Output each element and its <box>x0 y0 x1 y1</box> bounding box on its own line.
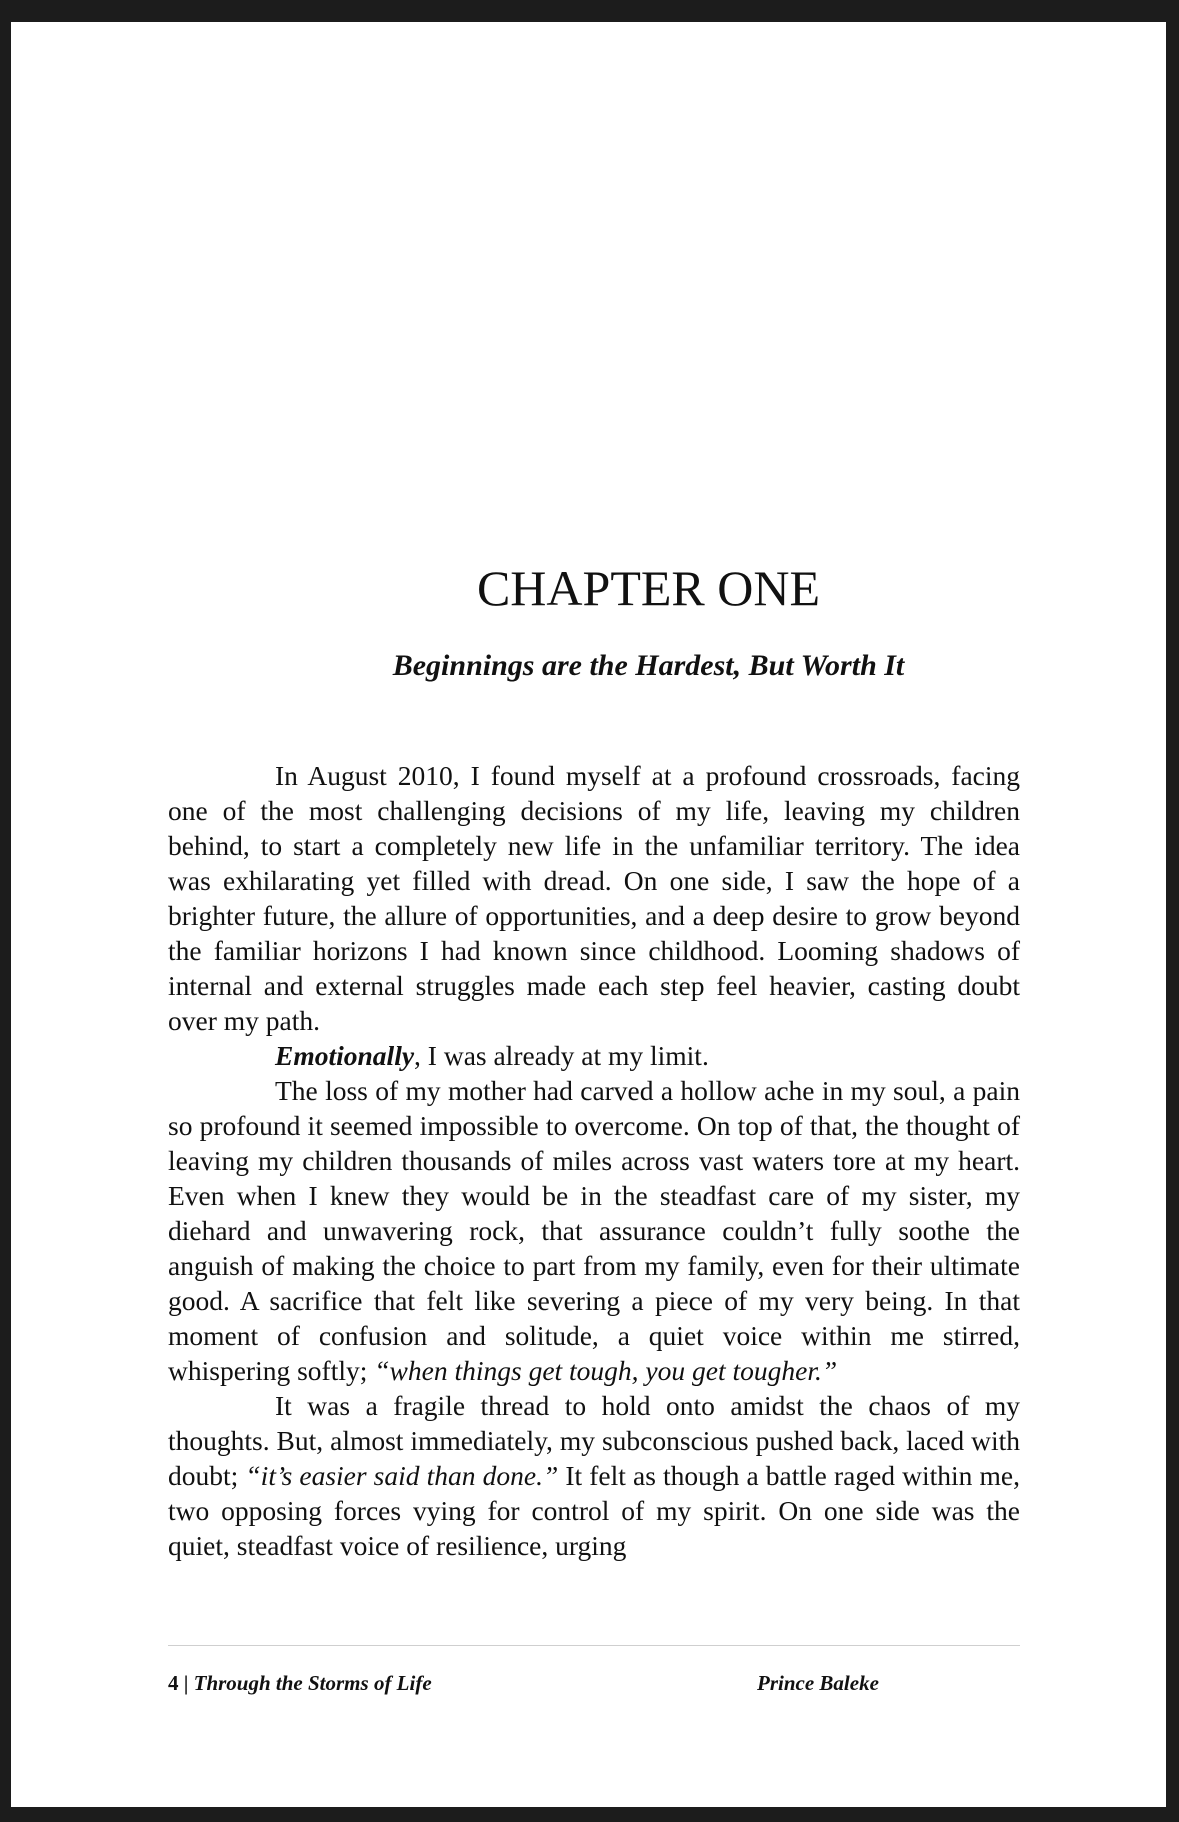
chapter-subtitle: Beginnings are the Hardest, But Worth It <box>392 649 905 682</box>
chapter-title: CHAPTER ONE <box>476 560 821 616</box>
paragraph-4 <box>168 1388 1020 1563</box>
paragraph-3-quote: “when things get tough, you get tougher.” <box>374 1355 838 1386</box>
paragraph-2 <box>168 1038 1020 1073</box>
chapter-body <box>168 758 1020 1563</box>
footer-left <box>168 1670 432 1696</box>
paragraph-1: In August 2010, I found myself at a profound crossroads, facing one of the most challenging decisions of my life, leaving my children behind, to start a completely new life in the unfamiliar territory. The idea was exhilarating yet filled with dread. On one side, I saw the hope of a brighter future, the allure of opportunities, and a deep desire to grow beyond the familiar horizons I had known since childhood. Looming shadows of internal and external struggles made each step feel heavier, casting doubt over my path. <box>168 760 1020 1036</box>
paragraph-4-text-end: It felt as though a battle raged within me, two opposing forces vying for control of my spirit. On one side was the quiet, steadfast voice of resilience, urging <box>168 1460 1021 1561</box>
emphasis-emotionally: Emotionally <box>275 1040 415 1071</box>
footer-separator: | <box>178 1671 194 1695</box>
book-title: Through the Storms of Life <box>193 1671 432 1695</box>
paragraph-3-text: The loss of my mother had carved a hollow ache in my soul, a pain so profound it seemed impossible to overcome. On top of that, the thought of leaving my children thousands of miles across vast waters tore at my heart. Even when I knew they would be in the steadfast care of my sister, my diehard and unwavering rock, that assurance couldn’t fully soothe the anguish of making the choice to part from my family, even for their ultimate good. A sacrifice that felt like severing a piece of my very being. In that moment of confusion and solitude, a quiet voice within me stirred, whispering softly; <box>168 1075 1020 1386</box>
paragraph-2-text: , I was already at my limit. <box>414 1040 709 1071</box>
paragraph-4-quote: “it’s easier said than done.” <box>245 1460 559 1491</box>
paragraph-3 <box>168 1073 1020 1388</box>
footer-divider <box>168 1645 1020 1646</box>
author-name: Prince Baleke <box>757 1671 879 1695</box>
book-page <box>11 22 1166 1807</box>
paragraph-4-text-start: It was a fragile thread to hold onto amidst the chaos of my thoughts. But, almost immediately, my subconscious pushed back, laced with doubt; <box>168 1390 1020 1491</box>
page-number: 4 <box>168 1671 179 1695</box>
